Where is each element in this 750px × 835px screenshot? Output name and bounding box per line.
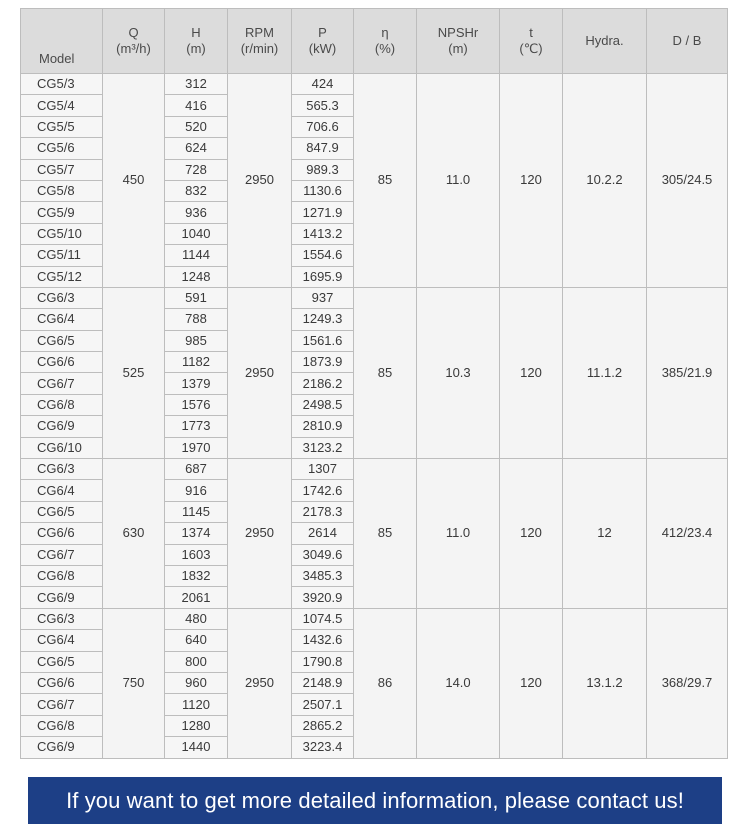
cell-h: 1145: [165, 501, 228, 522]
cell-p: 3485.3: [292, 565, 354, 586]
cell-h: 1379: [165, 373, 228, 394]
cell-h: 1040: [165, 223, 228, 244]
contact-banner-text[interactable]: If you want to get more detailed information, please contact us!: [66, 788, 684, 813]
column-header-db: [647, 9, 728, 74]
column-header-hydra-line: Hydra.: [585, 33, 624, 48]
contact-banner[interactable]: [28, 777, 722, 824]
column-header-h: [165, 9, 228, 74]
column-header-eta: [354, 9, 417, 74]
cell-p: 3920.9: [292, 587, 354, 608]
column-header-rpm: [228, 9, 292, 74]
cell-model: CG6/3: [21, 287, 103, 308]
cell-p: 2178.3: [292, 501, 354, 522]
table-body: [21, 74, 728, 759]
cell-p: 3223.4: [292, 737, 354, 758]
cell-model: CG6/7: [21, 694, 103, 715]
cell-model: CG6/9: [21, 737, 103, 758]
table-row: [21, 74, 728, 95]
cell-h: 312: [165, 74, 228, 95]
column-header-t-line: t: [529, 25, 533, 40]
cell-h: 687: [165, 459, 228, 480]
cell-model: CG6/4: [21, 480, 103, 501]
cell-p: 2186.2: [292, 373, 354, 394]
cell-p: 1695.9: [292, 266, 354, 287]
cell-model: CG5/12: [21, 266, 103, 287]
cell-hydra: 13.1.2: [563, 608, 647, 758]
cell-h: 2061: [165, 587, 228, 608]
cell-model: CG6/3: [21, 459, 103, 480]
cell-p: 989.3: [292, 159, 354, 180]
cell-h: 728: [165, 159, 228, 180]
cell-eta: 85: [354, 74, 417, 288]
cell-h: 1374: [165, 523, 228, 544]
cell-model: CG5/10: [21, 223, 103, 244]
cell-t: 120: [500, 287, 563, 458]
cell-q: 525: [103, 287, 165, 458]
column-header-model: [21, 9, 103, 74]
cell-model: CG6/10: [21, 437, 103, 458]
column-header-q: [103, 9, 165, 74]
cell-model: CG6/6: [21, 523, 103, 544]
cell-model: CG6/8: [21, 715, 103, 736]
cell-model: CG6/7: [21, 373, 103, 394]
cell-p: 2507.1: [292, 694, 354, 715]
cell-p: 1307: [292, 459, 354, 480]
cell-h: 1773: [165, 416, 228, 437]
cell-npshr: 10.3: [417, 287, 500, 458]
cell-h: 1576: [165, 394, 228, 415]
table-row: [21, 459, 728, 480]
cell-npshr: 14.0: [417, 608, 500, 758]
column-header-model-line: Model: [39, 51, 75, 66]
cell-p: 1413.2: [292, 223, 354, 244]
cell-p: 3123.2: [292, 437, 354, 458]
column-header-t-line: (℃): [519, 41, 543, 56]
cell-hydra: 12: [563, 459, 647, 609]
cell-h: 624: [165, 138, 228, 159]
cell-h: 800: [165, 651, 228, 672]
cell-p: 2148.9: [292, 672, 354, 693]
cell-model: CG6/5: [21, 501, 103, 522]
cell-rpm: 2950: [228, 287, 292, 458]
column-header-npshr-line: NPSHr: [437, 25, 479, 40]
column-header-p-line: P: [318, 25, 327, 40]
cell-p: 1742.6: [292, 480, 354, 501]
column-header-npshr-line: (m): [448, 41, 468, 56]
column-header-npshr: [417, 9, 500, 74]
cell-h: 1144: [165, 245, 228, 266]
table-row: [21, 608, 728, 629]
pump-spec-table: [20, 8, 728, 759]
cell-db: 412/23.4: [647, 459, 728, 609]
cell-model: CG6/8: [21, 565, 103, 586]
cell-model: CG5/7: [21, 159, 103, 180]
cell-p: 565.3: [292, 95, 354, 116]
cell-p: 1249.3: [292, 309, 354, 330]
cell-h: 788: [165, 309, 228, 330]
cell-p: 1271.9: [292, 202, 354, 223]
cell-h: 1120: [165, 694, 228, 715]
cell-h: 832: [165, 180, 228, 201]
cell-p: 847.9: [292, 138, 354, 159]
cell-npshr: 11.0: [417, 74, 500, 288]
cell-rpm: 2950: [228, 459, 292, 609]
cell-h: 916: [165, 480, 228, 501]
cell-model: CG5/4: [21, 95, 103, 116]
cell-db: 385/21.9: [647, 287, 728, 458]
cell-hydra: 10.2.2: [563, 74, 647, 288]
cell-model: CG6/5: [21, 651, 103, 672]
cell-h: 1440: [165, 737, 228, 758]
cell-eta: 86: [354, 608, 417, 758]
cell-model: CG6/4: [21, 309, 103, 330]
cell-db: 368/29.7: [647, 608, 728, 758]
cell-p: 1074.5: [292, 608, 354, 629]
cell-t: 120: [500, 459, 563, 609]
cell-model: CG5/11: [21, 245, 103, 266]
cell-p: 424: [292, 74, 354, 95]
cell-h: 985: [165, 330, 228, 351]
spec-sheet: [20, 8, 727, 755]
cell-model: CG6/5: [21, 330, 103, 351]
cell-h: 1280: [165, 715, 228, 736]
cell-model: CG5/5: [21, 116, 103, 137]
cell-h: 1248: [165, 266, 228, 287]
column-header-db-line: D / B: [672, 33, 702, 48]
cell-h: 520: [165, 116, 228, 137]
cell-p: 1873.9: [292, 352, 354, 373]
cell-p: 1130.6: [292, 180, 354, 201]
cell-h: 480: [165, 608, 228, 629]
column-header-h-line: (m): [186, 41, 206, 56]
cell-model: CG6/8: [21, 394, 103, 415]
column-header-hydra: [563, 9, 647, 74]
cell-model: CG6/6: [21, 352, 103, 373]
cell-h: 1182: [165, 352, 228, 373]
cell-p: 1554.6: [292, 245, 354, 266]
cell-h: 1603: [165, 544, 228, 565]
cell-h: 591: [165, 287, 228, 308]
cell-p: 1790.8: [292, 651, 354, 672]
cell-eta: 85: [354, 459, 417, 609]
cell-h: 960: [165, 672, 228, 693]
cell-q: 450: [103, 74, 165, 288]
cell-model: CG6/3: [21, 608, 103, 629]
cell-model: CG6/9: [21, 587, 103, 608]
cell-h: 1832: [165, 565, 228, 586]
cell-model: CG5/6: [21, 138, 103, 159]
cell-p: 2810.9: [292, 416, 354, 437]
cell-p: 937: [292, 287, 354, 308]
cell-t: 120: [500, 608, 563, 758]
cell-model: CG6/4: [21, 630, 103, 651]
column-header-q-line: Q: [128, 25, 139, 40]
cell-hydra: 11.1.2: [563, 287, 647, 458]
column-header-p: [292, 9, 354, 74]
cell-rpm: 2950: [228, 608, 292, 758]
cell-model: CG5/3: [21, 74, 103, 95]
cell-p: 1432.6: [292, 630, 354, 651]
cell-npshr: 11.0: [417, 459, 500, 609]
column-header-rpm-line: RPM: [245, 25, 274, 40]
cell-eta: 85: [354, 287, 417, 458]
cell-h: 416: [165, 95, 228, 116]
column-header-rpm-line: (r/min): [240, 41, 279, 56]
column-header-t: [500, 9, 563, 74]
table-header-row: [21, 9, 728, 74]
cell-q: 750: [103, 608, 165, 758]
cell-model: CG5/8: [21, 180, 103, 201]
cell-p: 2614: [292, 523, 354, 544]
cell-q: 630: [103, 459, 165, 609]
cell-h: 1970: [165, 437, 228, 458]
cell-model: CG6/6: [21, 672, 103, 693]
cell-p: 2498.5: [292, 394, 354, 415]
cell-model: CG5/9: [21, 202, 103, 223]
column-header-eta-line: (%): [374, 41, 396, 56]
table-row: [21, 287, 728, 308]
column-header-p-line: (kW): [308, 41, 337, 56]
cell-model: CG6/7: [21, 544, 103, 565]
cell-model: CG6/9: [21, 416, 103, 437]
cell-db: 305/24.5: [647, 74, 728, 288]
column-header-q-line: (m³/h): [116, 41, 151, 56]
cell-p: 2865.2: [292, 715, 354, 736]
cell-h: 640: [165, 630, 228, 651]
cell-p: 1561.6: [292, 330, 354, 351]
cell-p: 706.6: [292, 116, 354, 137]
column-header-eta-line: η: [381, 25, 389, 40]
cell-h: 936: [165, 202, 228, 223]
cell-p: 3049.6: [292, 544, 354, 565]
column-header-h-line: H: [191, 25, 201, 40]
cell-rpm: 2950: [228, 74, 292, 288]
cell-t: 120: [500, 74, 563, 288]
